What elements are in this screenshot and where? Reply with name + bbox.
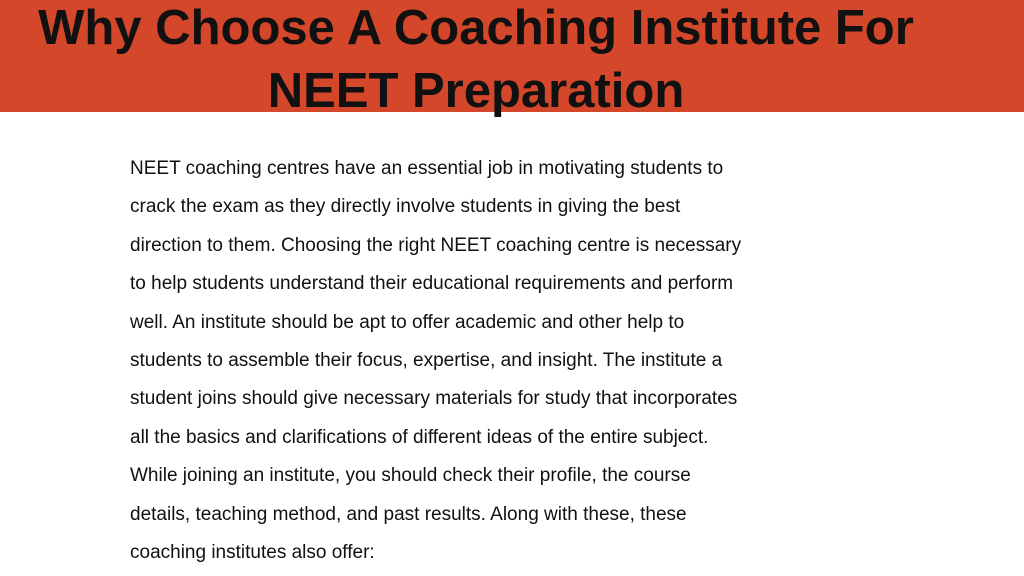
body-line-3: direction to them. Choosing the right NEET coaching centre is necessary (130, 234, 742, 256)
body-line-6: students to assemble their focus, expertise, and insight. The institute a (130, 349, 723, 371)
body-line-7: student joins should give necessary materials for study that incorporates (130, 388, 738, 410)
body-line-5: well. An institute should be apt to offer academic and other help to (130, 311, 685, 333)
body-line-2: crack the exam as they directly involve students in giving the best (130, 196, 681, 218)
body-line-8: all the basics and clarifications of different ideas of the entire subject. (130, 426, 709, 448)
body-line-10: details, teaching method, and past results. Along with these, these (130, 503, 687, 525)
body-line-1: NEET coaching centres have an essential job in motivating students to (130, 158, 724, 179)
body-line-4: to help students understand their educational requirements and perform (130, 273, 734, 295)
body-line-11: coaching institutes also offer: (130, 541, 375, 563)
title-banner (0, 0, 1024, 118)
body-line-9: While joining an institute, you should check their profile, the course (130, 465, 691, 487)
slide-title-line-2: NEET Preparation (267, 64, 685, 118)
slide-title-line-1: Why Choose A Coaching Institute For (38, 1, 914, 55)
body-paragraph (130, 150, 850, 572)
